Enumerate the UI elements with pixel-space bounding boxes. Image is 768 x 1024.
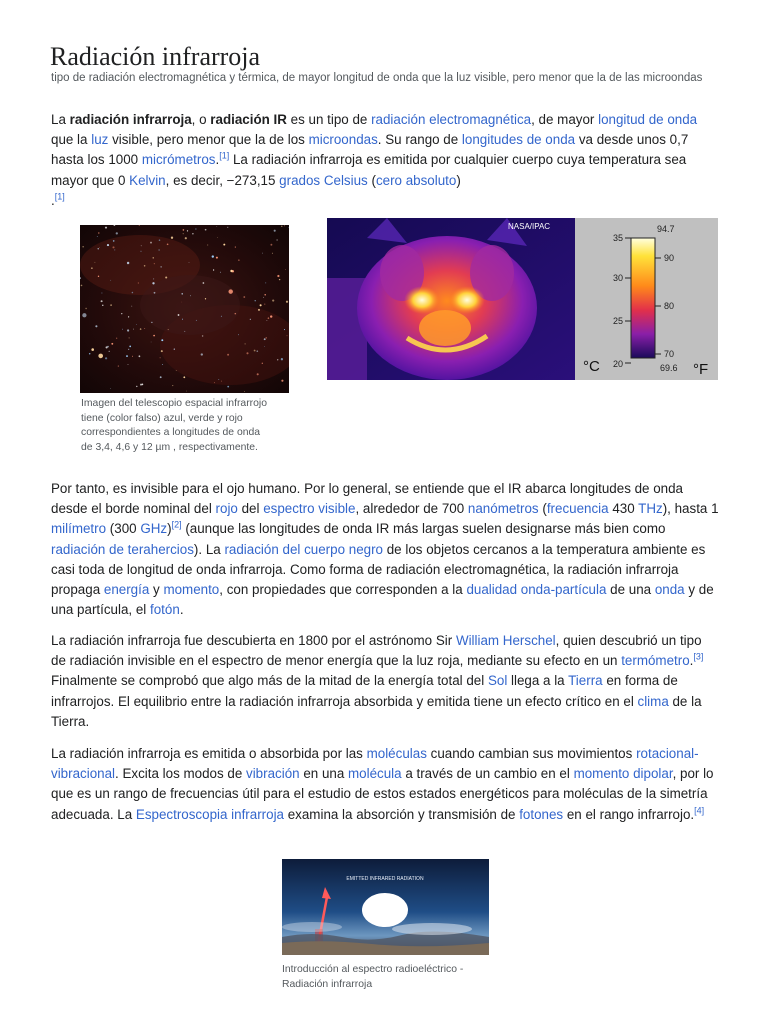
link-onda[interactable]: onda — [654, 582, 685, 598]
link-radiacion-cuerpo-negro[interactable]: radiación del cuerpo negro — [224, 541, 384, 557]
link-espectroscopia-infrarroja[interactable]: Espectroscopia infrarroja — [135, 806, 284, 822]
scale-tick-celsius: 35 — [612, 233, 623, 243]
link-cero-absoluto[interactable]: cero absoluto — [375, 172, 457, 188]
link-vibracion[interactable]: vibración — [246, 766, 300, 782]
link-molecula[interactable]: molécula — [348, 766, 402, 782]
reference-link[interactable]: [4] — [694, 805, 705, 816]
infrared-sky-image[interactable] — [80, 225, 289, 393]
link-william-herschel[interactable]: William Herschel — [455, 633, 556, 648]
figure-caption: Introducción al espectro radioeléctrico - Radiación infrarroja — [282, 964, 464, 990]
scale-tick-fahrenheit: 80 — [664, 301, 675, 311]
scale-tick-fahrenheit: 70 — [664, 349, 675, 359]
link-ghz[interactable]: GHz — [140, 521, 168, 537]
fahrenheit-unit: °F — [693, 361, 709, 378]
thermal-dog-image[interactable] — [327, 218, 718, 380]
image-label: EMITTED INFRARED RADIATION — [346, 876, 424, 882]
link-nanometros[interactable]: nanómetros — [467, 501, 539, 517]
link-termometro[interactable]: termómetro — [621, 653, 690, 669]
reference-link[interactable]: [1] — [54, 191, 65, 202]
scale-tick-fahrenheit: 69.6 — [660, 363, 678, 373]
figure-caption: Imagen del telescopio espacial infrarrojo tiene (color falso) azul, verde y rojo correspondientes a longitudes de onda de 3,4, 4,6 y 12 µm , respectivamente. — [81, 398, 267, 454]
scale-tick-celsius: 20 — [612, 359, 623, 369]
link-rotacional-vibracional[interactable]: rotacional-vibracional — [51, 746, 699, 782]
emitted-radiation-graphic — [282, 859, 489, 955]
link-sol[interactable]: Sol — [487, 673, 508, 689]
link-espectro-visible[interactable]: espectro visible — [263, 501, 356, 517]
link-microondas[interactable]: microondas — [308, 132, 378, 148]
paragraph-molecules: La radiación infrarroja es emitida o absorbida por las moléculas cuando cambian sus movimientos rotacional-vibracional. Excita los modos de vibración en una molécula a través de un cambio en el momento dipolar, por lo que es un rango de frecuencias útil para el estudio de estos estados energéticos para moléculas de la simetría adecuada. La Espectroscopia infrarroja examina la absorción y transmisión de fotones en el rango infrarrojo.[4] — [51, 746, 714, 822]
link-rojo[interactable]: rojo — [215, 501, 238, 517]
scale-tick-celsius: 25 — [612, 316, 623, 326]
reference-link[interactable]: [3] — [693, 651, 704, 662]
link-clima[interactable]: clima — [637, 693, 669, 709]
link-momento-dipolar[interactable]: momento dipolar — [573, 766, 673, 782]
paragraph-intro: La radiación infrarroja, o radiación IR es un tipo de radiación electromagnética, de mayor longitud de onda que la luz visible, pero menor que la de los microondas. Su rango de longitudes de onda va desde unos 0,7 hasta los 1000 micrómetros.[1] La radiación infrarroja es emitida por cualquier cuerpo cuya temperatura sea mayor que 0 Kelvin, es decir, −273,15 grados Celsius (cero absoluto) .[1] — [51, 112, 698, 208]
link-longitudes-de-onda[interactable]: longitudes de onda — [461, 132, 576, 148]
link-fotones[interactable]: fotones — [519, 806, 564, 822]
link-longitud-de-onda[interactable]: longitud de onda — [598, 112, 698, 127]
emitted-radiation-image[interactable] — [282, 859, 489, 955]
link-micrometros[interactable]: micrómetros — [141, 152, 216, 168]
bold-term: radiación IR — [210, 112, 287, 127]
link-grados-celsius[interactable]: grados Celsius — [279, 172, 368, 188]
paragraph-history: La radiación infrarroja fue descubierta en 1800 por el astrónomo Sir William Herschel, quien descubrió un tipo de radiación invisible en el espectro de menor energía que la luz roja, mediante su efecto en un termómetro.[3] Finalmente se comprobó que algo más de la mitad de la energía total del Sol llega a la Tierra en forma de infrarrojos. El equilibrio entre la radiación infrarroja absorbida y emitida tiene un efecto crítico en el clima de la Tierra. — [51, 633, 704, 729]
link-radiacion-terahercios[interactable]: radiación de terahercios — [51, 541, 194, 557]
link-dualidad-onda-particula[interactable]: dualidad onda-partícula — [466, 582, 607, 598]
reference-link[interactable]: [2] — [171, 519, 182, 530]
link-momento[interactable]: momento — [163, 582, 220, 598]
link-kelvin[interactable]: Kelvin — [129, 172, 166, 188]
reference-link[interactable]: [1] — [219, 150, 230, 161]
link-thz[interactable]: THz — [638, 501, 663, 517]
bold-term: radiación infrarroja — [69, 112, 192, 127]
thermal-image-graphic — [327, 218, 718, 380]
link-tierra[interactable]: Tierra — [568, 673, 603, 689]
link-energia[interactable]: energía — [103, 582, 150, 598]
scale-tick-celsius: 30 — [612, 273, 623, 283]
page-title: Radiación infrarroja — [50, 42, 261, 71]
scale-tick-fahrenheit: 94.7 — [657, 224, 675, 234]
paragraph-range: Por tanto, es invisible para el ojo humano. Por lo general, se entiende que el IR abarca longitudes de onda desde el borde nominal del rojo del espectro visible, alrededor de 700 nanómetros (frecuencia 430 THz), hasta 1 milímetro (300 GHz)[2] (aunque las longitudes de onda IR más largas suelen designarse más bien como radiación de terahercios). La radiación del cuerpo negro de los objetos cercanos a la temperatura ambiente es casi toda de longitud de onda infrarroja. Como forma de radiación electromagnética, la radiación infrarroja propaga energía y momento, con propiedades que corresponden a la dualidad onda-partícula de una onda y de una partícula, el fotón. — [51, 481, 719, 618]
page-description: tipo de radiación electromagnética y térmica, de mayor longitud de onda que la luz visible, pero menor que la de las microondas — [51, 72, 703, 84]
link-luz[interactable]: luz — [91, 132, 109, 148]
link-foton[interactable]: fotón — [150, 602, 180, 618]
link-milimetro[interactable]: milímetro — [51, 521, 107, 537]
celsius-unit: °C — [583, 358, 600, 375]
infrared-sky-graphic — [80, 225, 289, 393]
scale-tick-fahrenheit: 90 — [664, 253, 675, 263]
link-frecuencia[interactable]: frecuencia — [546, 501, 609, 517]
image-credit: NASA/IPAC — [508, 222, 551, 231]
link-moleculas[interactable]: moléculas — [366, 746, 427, 761]
link-radiacion-electromagnetica[interactable]: radiación electromagnética — [371, 112, 532, 127]
